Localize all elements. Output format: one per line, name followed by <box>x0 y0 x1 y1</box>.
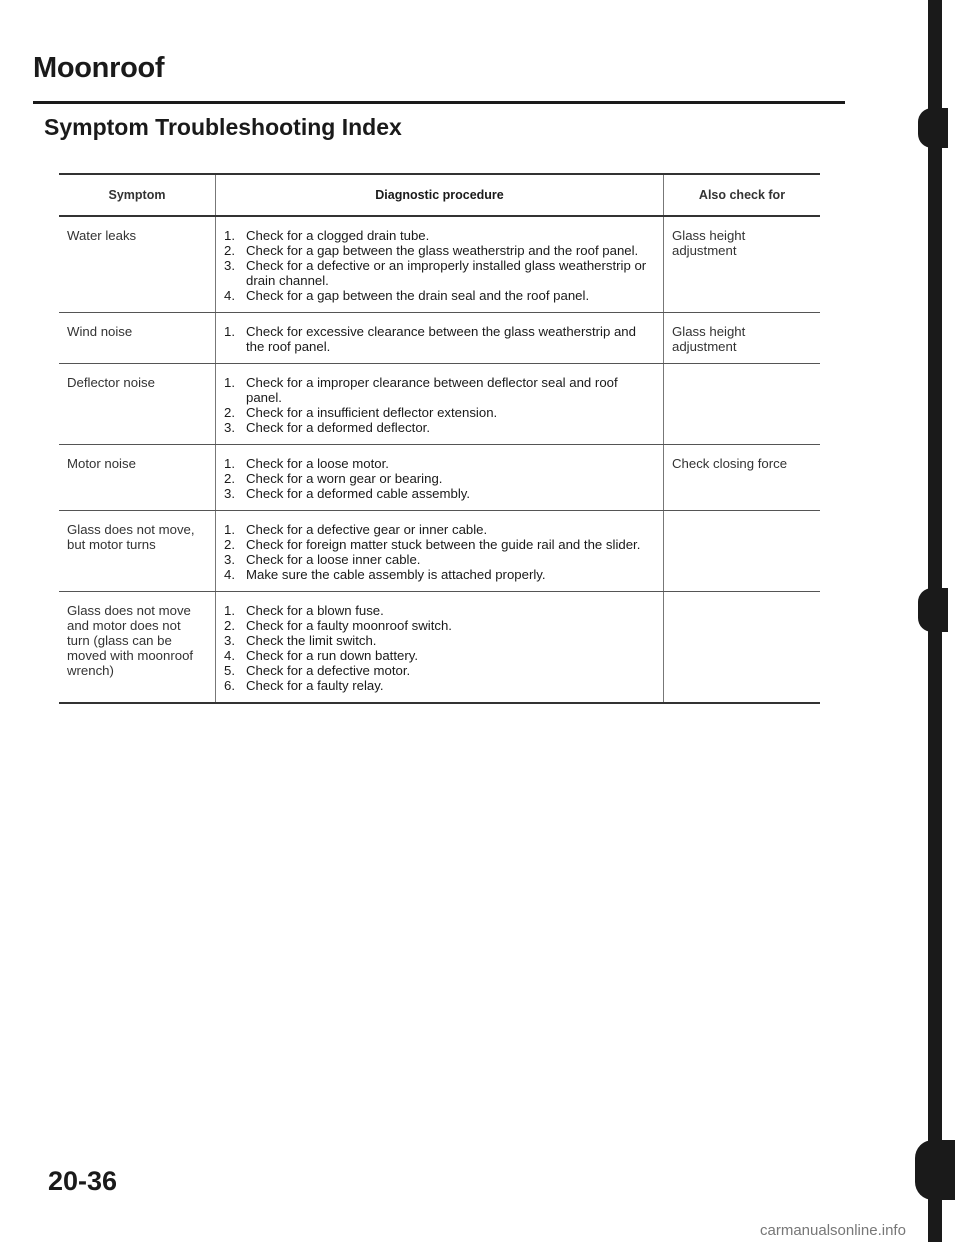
step-number: 3. <box>224 486 235 501</box>
table-row <box>59 216 820 313</box>
binder-tab-mark <box>915 1140 955 1200</box>
step-number: 1. <box>224 603 235 618</box>
diagnostic-procedure-cell <box>216 216 664 313</box>
procedure-step <box>224 618 655 633</box>
header-also-check-for: Also check for <box>664 174 821 216</box>
symptom-cell: Glass does not move, but motor turns <box>59 511 216 592</box>
step-text: Check for a run down battery. <box>246 648 419 663</box>
page-title: Moonroof <box>33 52 165 84</box>
diagnostic-procedure-cell <box>216 511 664 592</box>
section-title: Symptom Troubleshooting Index <box>44 114 402 140</box>
binder-tab-mark <box>918 108 948 148</box>
step-text: Check for a clogged drain tube. <box>246 228 430 243</box>
procedure-step <box>224 663 655 678</box>
step-number: 1. <box>224 522 235 537</box>
procedure-step <box>224 648 655 663</box>
table-body <box>59 216 820 703</box>
procedure-list <box>224 603 655 693</box>
step-number: 4. <box>224 567 235 582</box>
table-row <box>59 364 820 445</box>
procedure-list <box>224 324 655 354</box>
step-text: Check for a improper clearance between deflector seal and roof panel. <box>246 375 618 405</box>
procedure-list <box>224 456 655 501</box>
procedure-step <box>224 243 655 258</box>
step-text: Check for a loose motor. <box>246 456 389 471</box>
procedure-step <box>224 567 655 582</box>
diagnostic-procedure-cell <box>216 445 664 511</box>
step-number: 6. <box>224 678 235 693</box>
symptom-cell: Wind noise <box>59 313 216 364</box>
procedure-step <box>224 471 655 486</box>
step-text: Make sure the cable assembly is attached properly. <box>246 567 546 582</box>
step-text: Check for a blown fuse. <box>246 603 384 618</box>
procedure-step <box>224 405 655 420</box>
step-text: Check for a deformed cable assembly. <box>246 486 471 501</box>
step-text: Check for a defective or an improperly installed glass weatherstrip or drain channel. <box>246 258 647 288</box>
also-check-cell <box>664 511 821 592</box>
symptom-table <box>59 173 820 704</box>
also-check-cell: Glass height adjustment <box>664 313 821 364</box>
symptom-cell: Deflector noise <box>59 364 216 445</box>
step-text: Check for a defective motor. <box>246 663 411 678</box>
step-number: 1. <box>224 375 235 390</box>
procedure-step <box>224 678 655 693</box>
step-number: 3. <box>224 258 235 273</box>
procedure-step <box>224 228 655 243</box>
step-text: Check for a gap between the glass weatherstrip and the roof panel. <box>246 243 639 258</box>
procedure-step <box>224 537 655 552</box>
step-number: 3. <box>224 552 235 567</box>
table-row <box>59 313 820 364</box>
also-check-cell <box>664 592 821 704</box>
step-text: Check for a gap between the drain seal and the roof panel. <box>246 288 590 303</box>
procedure-step <box>224 288 655 303</box>
step-text: Check for foreign matter stuck between the guide rail and the slider. <box>246 537 641 552</box>
step-text: Check the limit switch. <box>246 633 377 648</box>
procedure-step <box>224 522 655 537</box>
title-divider <box>33 101 845 104</box>
procedure-list <box>224 375 655 435</box>
step-text: Check for a defective gear or inner cable. <box>246 522 488 537</box>
step-number: 2. <box>224 471 235 486</box>
also-check-cell: Check closing force <box>664 445 821 511</box>
symptom-cell: Glass does not move and motor does not turn (glass can be moved with moonroof wrench) <box>59 592 216 704</box>
also-check-cell <box>664 364 821 445</box>
procedure-step <box>224 375 655 405</box>
step-number: 2. <box>224 537 235 552</box>
step-text: Check for excessive clearance between the glass weatherstrip and the roof panel. <box>246 324 636 354</box>
procedure-step <box>224 420 655 435</box>
table-row <box>59 445 820 511</box>
step-text: Check for a worn gear or bearing. <box>246 471 443 486</box>
procedure-step <box>224 603 655 618</box>
step-number: 3. <box>224 633 235 648</box>
step-text: Check for a loose inner cable. <box>246 552 421 567</box>
diagnostic-procedure-cell <box>216 313 664 364</box>
step-number: 1. <box>224 228 235 243</box>
procedure-step <box>224 552 655 567</box>
symptom-cell: Water leaks <box>59 216 216 313</box>
step-number: 3. <box>224 420 235 435</box>
step-number: 2. <box>224 618 235 633</box>
step-text: Check for a deformed deflector. <box>246 420 430 435</box>
step-number: 4. <box>224 648 235 663</box>
step-number: 2. <box>224 243 235 258</box>
step-text: Check for a faulty moonroof switch. <box>246 618 452 633</box>
procedure-list <box>224 522 655 582</box>
table-header-row <box>59 174 820 216</box>
procedure-step <box>224 633 655 648</box>
binder-tab-mark <box>918 588 948 632</box>
step-number: 1. <box>224 324 235 339</box>
table-row <box>59 511 820 592</box>
step-number: 5. <box>224 663 235 678</box>
procedure-step <box>224 456 655 471</box>
diagnostic-procedure-cell <box>216 364 664 445</box>
step-number: 1. <box>224 456 235 471</box>
step-number: 2. <box>224 405 235 420</box>
diagnostic-procedure-cell <box>216 592 664 704</box>
also-check-cell: Glass height adjustment <box>664 216 821 313</box>
procedure-step <box>224 324 655 354</box>
procedure-list <box>224 228 655 303</box>
symptom-cell: Motor noise <box>59 445 216 511</box>
step-text: Check for a faulty relay. <box>246 678 384 693</box>
header-symptom: Symptom <box>59 174 216 216</box>
watermark-text: carmanualsonline.info <box>760 1222 906 1239</box>
procedure-step <box>224 486 655 501</box>
page-number: 20-36 <box>48 1166 118 1196</box>
header-diagnostic-procedure: Diagnostic procedure <box>216 174 664 216</box>
procedure-step <box>224 258 655 288</box>
table-row <box>59 592 820 704</box>
step-text: Check for a insufficient deflector extension. <box>246 405 498 420</box>
step-number: 4. <box>224 288 235 303</box>
